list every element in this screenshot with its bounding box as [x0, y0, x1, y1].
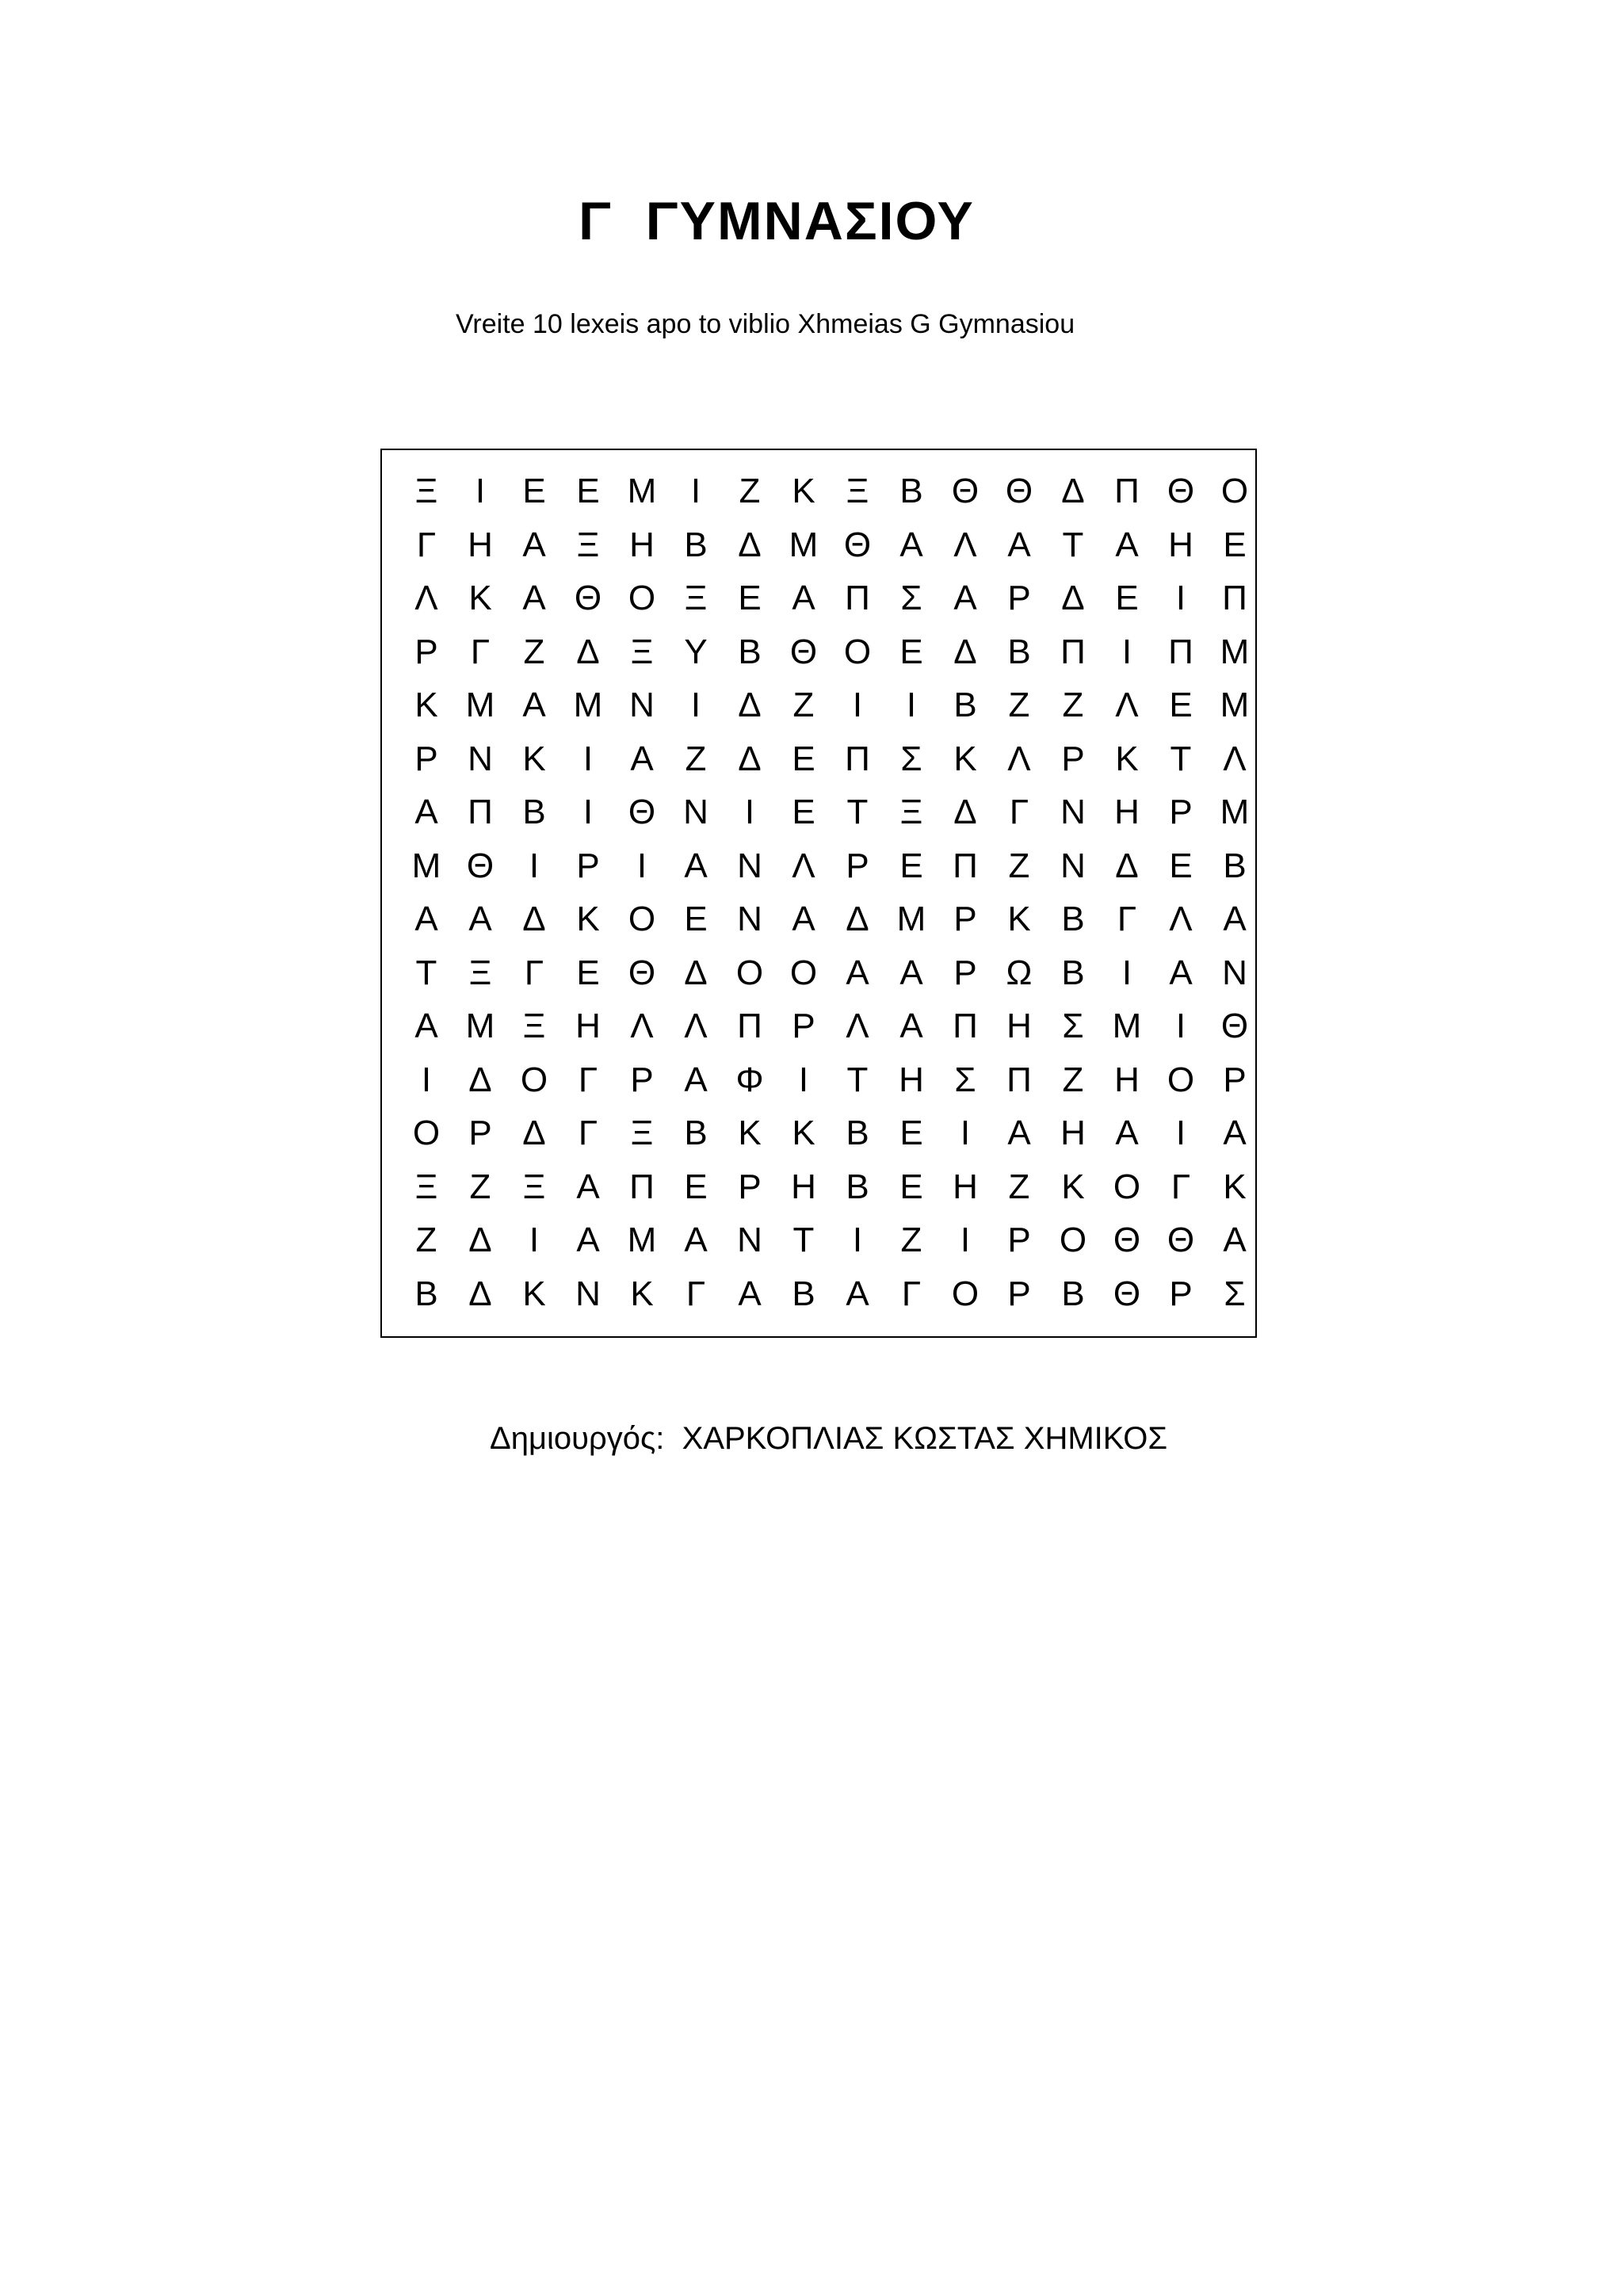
- instructions-text: Vreite 10 lexeis apo to viblio Xhmeias G Gymnasiou: [456, 309, 1075, 339]
- grid-letter: Ι: [421, 1060, 432, 1099]
- grid-letter: Ξ: [899, 793, 923, 831]
- grid-letter: Ν: [1060, 793, 1086, 831]
- grid-letter: Ι: [690, 686, 701, 724]
- grid-letter: Ι: [1121, 632, 1132, 671]
- grid-letter: Ε: [684, 900, 708, 938]
- grid-letter: Ι: [582, 793, 594, 831]
- grid-letter: Ρ: [630, 1060, 654, 1099]
- grid-letter: Τ: [1170, 739, 1192, 778]
- grid-letter: Π: [1060, 632, 1086, 671]
- grid-letter: Κ: [522, 1274, 546, 1313]
- grid-letter: Α: [414, 900, 438, 938]
- grid-letter: Ν: [1222, 953, 1247, 992]
- grid-letter: Γ: [578, 1114, 598, 1152]
- grid-letter: Ι: [1175, 1114, 1186, 1152]
- grid-letter: Δ: [522, 1114, 546, 1152]
- grid-letter: Δ: [576, 632, 600, 671]
- grid-letter: Ε: [1115, 579, 1139, 617]
- grid-letter: Ι: [1175, 579, 1186, 617]
- grid-letter: Κ: [630, 1274, 654, 1313]
- grid-letter: Β: [684, 1114, 708, 1152]
- grid-letter: Μ: [627, 1221, 657, 1259]
- grid-letter: Η: [791, 1167, 816, 1206]
- grid-letter: Ξ: [576, 525, 600, 564]
- grid-letter: Ξ: [630, 632, 654, 671]
- grid-letter: Ζ: [900, 1221, 922, 1259]
- grid-letter: Θ: [1113, 1274, 1141, 1313]
- grid-letter: Δ: [468, 1274, 492, 1313]
- grid-letter: Ε: [899, 1167, 923, 1206]
- grid-letter: Μ: [896, 900, 926, 938]
- grid-letter: Κ: [522, 739, 546, 778]
- grid-letter: Γ: [685, 1274, 706, 1313]
- grid-letter: Ο: [789, 953, 818, 992]
- grid-letter: Α: [738, 1274, 762, 1313]
- grid-letter: Σ: [900, 739, 922, 778]
- grid-letter: Λ: [684, 1007, 708, 1045]
- grid-letter: Κ: [738, 1114, 762, 1152]
- grid-letter: Ε: [576, 953, 600, 992]
- grid-letter: Β: [684, 525, 708, 564]
- grid-letter: Ρ: [1223, 1060, 1247, 1099]
- grid-letter: Θ: [1220, 1007, 1249, 1045]
- grid-letter: Ε: [684, 1167, 708, 1206]
- grid-letter: Λ: [414, 579, 438, 617]
- grid-letter: Θ: [628, 793, 656, 831]
- grid-letter: Π: [845, 579, 870, 617]
- grid-letter: Ν: [629, 686, 655, 724]
- grid-letter: Α: [522, 579, 546, 617]
- grid-letter: Μ: [465, 686, 495, 724]
- grid-letter: Θ: [843, 525, 872, 564]
- grid-letter: Μ: [465, 1007, 495, 1045]
- grid-letter: Ε: [792, 793, 815, 831]
- grid-letter: Β: [846, 1114, 869, 1152]
- grid-letter: Β: [792, 1274, 815, 1313]
- grid-letter: Α: [684, 846, 708, 885]
- grid-letter: Ι: [529, 846, 540, 885]
- grid-letter: Ι: [1121, 953, 1132, 992]
- grid-letter: Λ: [953, 525, 977, 564]
- grid-letter: Ν: [575, 1274, 601, 1313]
- grid-letter: Α: [414, 1007, 438, 1045]
- grid-letter: Η: [1114, 793, 1140, 831]
- grid-letter: Λ: [846, 1007, 869, 1045]
- grid-letter: Σ: [1224, 1274, 1246, 1313]
- grid-letter: Ο: [735, 953, 764, 992]
- grid-letter: Ω: [1006, 953, 1033, 992]
- grid-letter: Α: [846, 953, 869, 992]
- grid-letter: Ν: [1060, 846, 1086, 885]
- grid-letter: Α: [1115, 1114, 1139, 1152]
- grid-letter: Ξ: [522, 1167, 546, 1206]
- grid-letter: Ξ: [630, 1114, 654, 1152]
- grid-letter: Σ: [1062, 1007, 1084, 1045]
- grid-letter: Θ: [1005, 472, 1033, 510]
- grid-letter: Σ: [900, 579, 922, 617]
- grid-letter: Ο: [1220, 472, 1249, 510]
- grid-letter: Γ: [1117, 900, 1137, 938]
- grid-letter: Π: [629, 1167, 655, 1206]
- grid-letter: Ν: [737, 1221, 762, 1259]
- grid-letter: Γ: [470, 632, 491, 671]
- grid-letter: Υ: [684, 632, 708, 671]
- grid-letter: Γ: [1170, 1167, 1191, 1206]
- grid-letter: Ι: [1175, 1007, 1186, 1045]
- grid-letter: Κ: [1007, 900, 1031, 938]
- grid-letter: Ε: [899, 1114, 923, 1152]
- grid-letter: Α: [576, 1221, 600, 1259]
- grid-letter: Ζ: [792, 686, 815, 724]
- grid-letter: Η: [899, 1060, 924, 1099]
- grid-letter: Α: [576, 1167, 600, 1206]
- grid-letter: Π: [1168, 632, 1193, 671]
- grid-letter: Ξ: [522, 1007, 546, 1045]
- grid-letter: Β: [846, 1167, 869, 1206]
- grid-letter: Ξ: [414, 472, 438, 510]
- grid-letter: Η: [468, 525, 493, 564]
- grid-letter: Ζ: [739, 472, 761, 510]
- grid-letter: Ζ: [1008, 846, 1030, 885]
- grid-letter: Σ: [954, 1060, 976, 1099]
- grid-letter: Ι: [636, 846, 647, 885]
- grid-letter: Θ: [1113, 1221, 1141, 1259]
- grid-letter: Ρ: [792, 1007, 815, 1045]
- grid-letter: Ι: [744, 793, 755, 831]
- grid-letter: Π: [1114, 472, 1140, 510]
- grid-letter: Β: [738, 632, 762, 671]
- grid-letter: Δ: [684, 953, 708, 992]
- grid-letter: Η: [953, 1167, 978, 1206]
- grid-letter: Δ: [953, 793, 977, 831]
- grid-letter: Α: [1223, 1221, 1247, 1259]
- grid-letter: Ρ: [1007, 1274, 1031, 1313]
- grid-letter: Π: [1222, 579, 1247, 617]
- grid-letter: Ρ: [846, 846, 869, 885]
- grid-letter: Ρ: [953, 953, 977, 992]
- grid-letter: Δ: [1061, 579, 1085, 617]
- grid-letter: Α: [899, 953, 923, 992]
- grid-letter: Μ: [573, 686, 603, 724]
- word-search-puzzle: [380, 449, 1257, 1338]
- grid-letter: Τ: [792, 1221, 815, 1259]
- grid-letter: Ζ: [469, 1167, 491, 1206]
- grid-letter: Κ: [468, 579, 492, 617]
- grid-letter: Α: [684, 1221, 708, 1259]
- grid-letter: Α: [899, 1007, 923, 1045]
- grid-letter: Ε: [576, 472, 600, 510]
- grid-letter: Ε: [792, 739, 815, 778]
- grid-letter: Ρ: [1007, 1221, 1031, 1259]
- grid-letter: Ξ: [468, 953, 492, 992]
- grid-letter: Ο: [412, 1114, 441, 1152]
- grid-letter: Α: [468, 900, 492, 938]
- page-title: Γ ΓΥΜΝΑΣΙΟΥ: [579, 191, 975, 251]
- grid-letter: Α: [792, 900, 815, 938]
- grid-letter: Π: [953, 846, 978, 885]
- grid-letter: Ι: [582, 739, 594, 778]
- grid-letter: Γ: [416, 525, 437, 564]
- grid-letter: Ν: [468, 739, 493, 778]
- grid-letter: Κ: [1223, 1167, 1247, 1206]
- grid-letter: Μ: [627, 472, 657, 510]
- grid-letter: Δ: [738, 525, 762, 564]
- grid-letter: Κ: [1061, 1167, 1085, 1206]
- grid-letter: Π: [1006, 1060, 1032, 1099]
- grid-letter: Π: [468, 793, 493, 831]
- grid-letter: Β: [899, 472, 923, 510]
- grid-letter: Β: [1007, 632, 1031, 671]
- grid-letter: Κ: [576, 900, 600, 938]
- grid-letter: Θ: [789, 632, 818, 671]
- grid-letter: Μ: [411, 846, 441, 885]
- grid-letter: Δ: [738, 686, 762, 724]
- grid-letter: Ν: [737, 900, 762, 938]
- grid-letter: Α: [522, 686, 546, 724]
- grid-letter: Ρ: [414, 632, 438, 671]
- grid-letter: Λ: [792, 846, 815, 885]
- grid-letter: Κ: [792, 472, 815, 510]
- grid-letter: Ρ: [953, 900, 977, 938]
- grid-letter: Ο: [628, 900, 656, 938]
- grid-letter: Ζ: [1008, 1167, 1030, 1206]
- grid-letter: Π: [845, 739, 870, 778]
- grid-letter: Ο: [1167, 1060, 1195, 1099]
- grid-letter: Ρ: [1061, 739, 1085, 778]
- grid-letter: Α: [1007, 525, 1031, 564]
- grid-letter: Γ: [578, 1060, 598, 1099]
- grid-letter: Η: [1006, 1007, 1032, 1045]
- grid-letter: Ε: [738, 579, 762, 617]
- grid-letter: Μ: [1220, 632, 1250, 671]
- grid-letter: Ν: [683, 793, 708, 831]
- grid-letter: Α: [1223, 1114, 1247, 1152]
- grid-letter: Ι: [852, 686, 863, 724]
- grid-letter: Ε: [522, 472, 546, 510]
- grid-letter: Α: [1115, 525, 1139, 564]
- grid-letter: Θ: [951, 472, 980, 510]
- grid-letter: Μ: [789, 525, 819, 564]
- grid-letter: Φ: [735, 1060, 764, 1099]
- grid-letter: Θ: [574, 579, 602, 617]
- grid-letter: Η: [1060, 1114, 1086, 1152]
- grid-letter: Β: [953, 686, 977, 724]
- grid-letter: Κ: [792, 1114, 815, 1152]
- grid-letter: Α: [1223, 900, 1247, 938]
- grid-letter: Λ: [1115, 686, 1139, 724]
- grid-letter: Ρ: [1007, 579, 1031, 617]
- grid-letter: Λ: [1007, 739, 1031, 778]
- grid-letter: Λ: [1169, 900, 1193, 938]
- grid-letter: Δ: [468, 1221, 492, 1259]
- grid-letter: Ρ: [1169, 1274, 1193, 1313]
- grid-letter: Ο: [1059, 1221, 1087, 1259]
- grid-letter: Ε: [899, 846, 923, 885]
- grid-letter: Η: [1168, 525, 1193, 564]
- grid-letter: Α: [846, 1274, 869, 1313]
- grid-letter: Ζ: [1062, 1060, 1084, 1099]
- grid-letter: Θ: [1167, 472, 1195, 510]
- grid-letter: Ρ: [738, 1167, 762, 1206]
- grid-letter: Ξ: [414, 1167, 438, 1206]
- grid-letter: Ε: [1169, 686, 1193, 724]
- grid-letter: Β: [1061, 900, 1085, 938]
- grid-letter: Κ: [953, 739, 977, 778]
- grid-letter: Δ: [846, 900, 869, 938]
- grid-letter: Δ: [1115, 846, 1139, 885]
- grid-letter: Δ: [953, 632, 977, 671]
- grid-letter: Γ: [1009, 793, 1029, 831]
- grid-letter: Κ: [414, 686, 438, 724]
- grid-letter: Ι: [960, 1221, 971, 1259]
- grid-letter: Η: [575, 1007, 601, 1045]
- grid-letter: Ι: [960, 1114, 971, 1152]
- grid-letter: Α: [684, 1060, 708, 1099]
- grid-letter: Ρ: [1169, 793, 1193, 831]
- grid-letter: Γ: [901, 1274, 922, 1313]
- grid-letter: Ο: [843, 632, 872, 671]
- grid-letter: Τ: [415, 953, 437, 992]
- grid-letter: Β: [1061, 953, 1085, 992]
- grid-letter: Θ: [628, 953, 656, 992]
- letter-grid: [399, 472, 1262, 1328]
- grid-letter: Γ: [524, 953, 544, 992]
- grid-letter: Μ: [1220, 686, 1250, 724]
- grid-letter: Τ: [846, 1060, 869, 1099]
- grid-letter: Β: [1061, 1274, 1085, 1313]
- grid-letter: Ρ: [414, 739, 438, 778]
- grid-letter: Ζ: [1062, 686, 1084, 724]
- grid-letter: Η: [629, 525, 655, 564]
- grid-letter: Θ: [1167, 1221, 1195, 1259]
- grid-letter: Ζ: [1008, 686, 1030, 724]
- grid-letter: Τ: [1062, 525, 1084, 564]
- grid-letter: Δ: [522, 900, 546, 938]
- grid-letter: Ι: [690, 472, 701, 510]
- grid-letter: Ι: [798, 1060, 809, 1099]
- grid-letter: Λ: [1223, 739, 1247, 778]
- grid-letter: Ν: [737, 846, 762, 885]
- grid-letter: Α: [1007, 1114, 1031, 1152]
- grid-letter: Ο: [628, 579, 656, 617]
- grid-letter: Ρ: [468, 1114, 492, 1152]
- grid-letter: Ε: [899, 632, 923, 671]
- grid-letter: Κ: [1115, 739, 1139, 778]
- grid-letter: Η: [1114, 1060, 1140, 1099]
- grid-letter: Ο: [520, 1060, 548, 1099]
- grid-letter: Ξ: [684, 579, 708, 617]
- grid-letter: Α: [414, 793, 438, 831]
- grid-letter: Θ: [466, 846, 495, 885]
- grid-letter: Ι: [529, 1221, 540, 1259]
- grid-letter: Π: [953, 1007, 978, 1045]
- grid-letter: Τ: [846, 793, 869, 831]
- grid-letter: Ρ: [576, 846, 600, 885]
- grid-letter: Μ: [1112, 1007, 1142, 1045]
- grid-letter: Ζ: [415, 1221, 437, 1259]
- grid-letter: Ζ: [685, 739, 707, 778]
- grid-letter: Ι: [852, 1221, 863, 1259]
- grid-letter: Π: [737, 1007, 762, 1045]
- grid-letter: Α: [953, 579, 977, 617]
- grid-letter: Ε: [1223, 525, 1247, 564]
- grid-letter: Α: [899, 525, 923, 564]
- grid-letter: Β: [522, 793, 546, 831]
- grid-letter: Ε: [1169, 846, 1193, 885]
- grid-letter: Δ: [738, 739, 762, 778]
- grid-letter: Ζ: [523, 632, 545, 671]
- grid-letter: Ο: [1113, 1167, 1141, 1206]
- grid-letter: Λ: [630, 1007, 654, 1045]
- creator-credit: Δημιουργός: ΧΑΡΚΟΠΛΙΑΣ ΚΩΣΤΑΣ ΧΗΜΙΚΟΣ: [490, 1421, 1168, 1456]
- grid-letter: Ι: [906, 686, 917, 724]
- grid-letter: Β: [414, 1274, 438, 1313]
- grid-letter: Α: [792, 579, 815, 617]
- grid-letter: Α: [522, 525, 546, 564]
- grid-letter: Δ: [468, 1060, 492, 1099]
- grid-letter: Α: [1169, 953, 1193, 992]
- grid-letter: Δ: [1061, 472, 1085, 510]
- grid-letter: Ι: [475, 472, 486, 510]
- grid-letter: Ξ: [846, 472, 869, 510]
- grid-letter: Β: [1223, 846, 1247, 885]
- grid-letter: Μ: [1220, 793, 1250, 831]
- grid-letter: Α: [630, 739, 654, 778]
- grid-letter: Ο: [951, 1274, 980, 1313]
